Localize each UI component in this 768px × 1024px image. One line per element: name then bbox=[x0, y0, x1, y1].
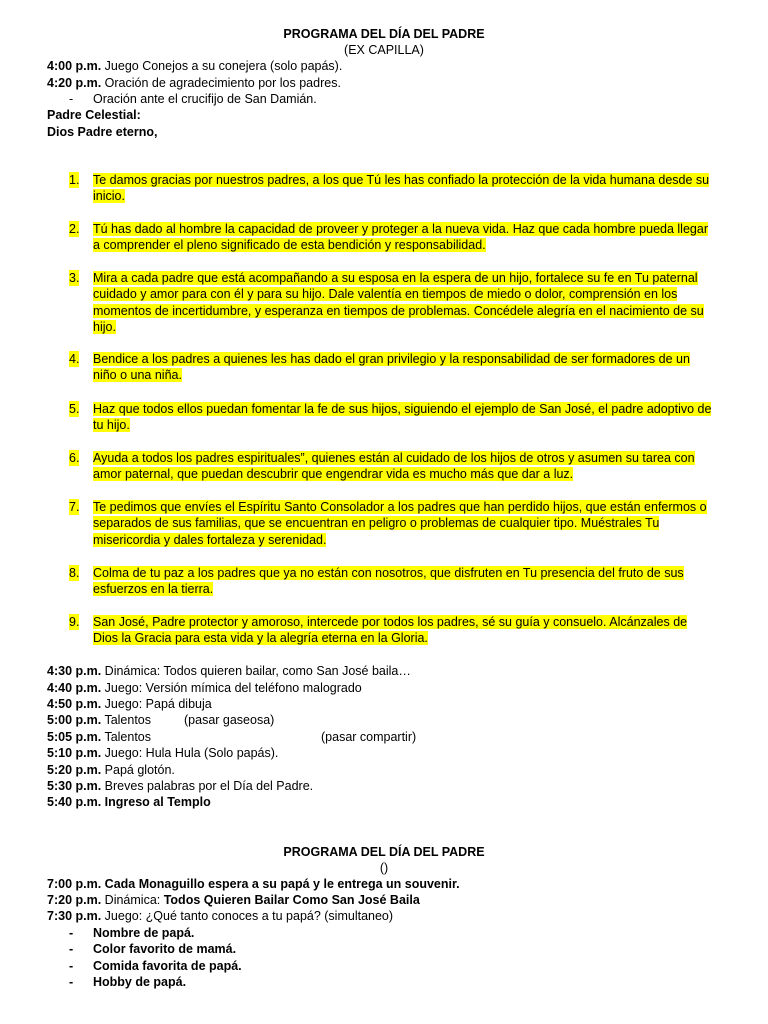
time-label: 4:20 p.m. bbox=[47, 76, 102, 90]
activity-text: Talentos bbox=[104, 730, 151, 744]
prayer-number: 2. bbox=[69, 222, 80, 236]
schedule-line bbox=[47, 696, 212, 712]
dash-item: - bbox=[69, 959, 74, 973]
activity-text: Talentos bbox=[104, 713, 151, 727]
prayer-heading: Dios Padre eterno, bbox=[47, 125, 158, 139]
schedule-line bbox=[47, 794, 211, 810]
schedule-line bbox=[47, 58, 342, 74]
prayer-number: 7. bbox=[69, 500, 80, 514]
activity-prefix: Dinámica: bbox=[104, 893, 164, 907]
prayer-number: 3. bbox=[69, 271, 80, 285]
section1-title: PROGRAMA DEL DÍA DEL PADRE bbox=[283, 27, 485, 41]
dash-item-text: Color favorito de mamá. bbox=[93, 942, 237, 956]
section1-subtitle: (EX CAPILLA) bbox=[344, 43, 424, 57]
schedule-line bbox=[47, 876, 460, 892]
activity-text: Juego: ¿Qué tanto conoces a tu papá? (simultaneo) bbox=[104, 909, 394, 923]
time-label: 5:10 p.m. bbox=[47, 746, 102, 760]
activity-text: Oración de agradecimiento por los padres. bbox=[104, 76, 341, 90]
time-label: 4:00 p.m. bbox=[47, 59, 102, 73]
prayer-number: 6. bbox=[69, 451, 80, 465]
prayer-number: 1. bbox=[69, 173, 80, 187]
dash-item-text: Oración ante el crucifijo de San Damián. bbox=[93, 92, 317, 106]
activity-text: Juego: Papá dibuja bbox=[104, 697, 212, 711]
dash-item: - bbox=[69, 975, 74, 989]
time-label: 4:30 p.m. bbox=[47, 664, 102, 678]
dash-item: - bbox=[69, 92, 74, 106]
schedule-line bbox=[47, 729, 151, 745]
activity-text: Ingreso al Templo bbox=[104, 795, 211, 809]
schedule-line bbox=[47, 75, 341, 91]
prayer-text: Colma de tu paz a los padres que ya no están con nosotros, que disfruten en Tu presencia del fruto de sus esfuerzos en la tierra. bbox=[93, 566, 684, 597]
prayer-text: Bendice a los padres a quienes les has dado el gran privilegio y la responsabilidad de ser formadores de un niño o una niña. bbox=[93, 352, 690, 383]
dash-item: - bbox=[69, 942, 74, 956]
prayer-text: Haz que todos ellos puedan fomentar la fe de sus hijos, siguiendo el ejemplo de San José, el padre adoptivo de tu hijo. bbox=[93, 402, 712, 433]
prayer-text: Mira a cada padre que está acompañando a su esposa en la espera de un hijo, fortalece su fe en Tu paternal cuidado y amor para con él y para su hijo. Dale valentía en tiempos de miedo o dolor, comprensión en los momentos de incertidumbre, y esperanza en tiempos de problemas. Concédele alegría en el nacimiento de su hijo. bbox=[93, 271, 704, 334]
time-label: 5:30 p.m. bbox=[47, 779, 102, 793]
time-label: 4:40 p.m. bbox=[47, 681, 102, 695]
schedule-line bbox=[47, 663, 411, 679]
prayer-number: 8. bbox=[69, 566, 80, 580]
activity-text: Juego: Hula Hula (Solo papás). bbox=[104, 746, 279, 760]
prayer-text: Te pedimos que envíes el Espíritu Santo Consolador a los padres que han perdido hijos, que están enfermos o separados de sus familias, que se encuentran en peligro o problemas de cualquier tipo. Muéstrales Tu misericordia y dales fortaleza y serenidad. bbox=[93, 500, 707, 547]
activity-note: (pasar compartir) bbox=[321, 730, 417, 744]
activity-text: Juego: Versión mímica del teléfono malogrado bbox=[104, 681, 362, 695]
time-label: 5:05 p.m. bbox=[47, 730, 102, 744]
time-label: 5:40 p.m. bbox=[47, 795, 102, 809]
schedule-line bbox=[47, 778, 313, 794]
prayer-number: 4. bbox=[69, 352, 80, 366]
activity-note: (pasar gaseosa) bbox=[184, 713, 275, 727]
prayer-number: 9. bbox=[69, 615, 80, 629]
time-label: 7:00 p.m. bbox=[47, 877, 102, 891]
activity-text: Todos Quieren Bailar Como San José Baila bbox=[163, 893, 420, 907]
section2-subtitle: () bbox=[379, 861, 389, 875]
prayer-number: 5. bbox=[69, 402, 80, 416]
dash-item-text: Hobby de papá. bbox=[93, 975, 187, 989]
activity-text: Cada Monaguillo espera a su papá y le entrega un souvenir. bbox=[104, 877, 460, 891]
schedule-line bbox=[47, 745, 278, 761]
prayer-text: Ayuda a todos los padres espirituales”, quienes están al cuidado de los hijos de otros y asumen su tarea con amor paternal, que puedan descubrir que engendrar vida es mucho más que dar a luz. bbox=[93, 451, 695, 482]
activity-text: Dinámica: Todos quieren bailar, como San José baila… bbox=[104, 664, 411, 678]
time-label: 7:20 p.m. bbox=[47, 893, 102, 907]
schedule-line bbox=[47, 712, 151, 728]
time-label: 5:20 p.m. bbox=[47, 763, 102, 777]
schedule-line bbox=[47, 908, 393, 924]
activity-text: Papá glotón. bbox=[104, 763, 175, 777]
dash-item: - bbox=[69, 926, 74, 940]
dash-item-text: Comida favorita de papá. bbox=[93, 959, 242, 973]
time-label: 7:30 p.m. bbox=[47, 909, 102, 923]
time-label: 4:50 p.m. bbox=[47, 697, 102, 711]
dash-item-text: Nombre de papá. bbox=[93, 926, 195, 940]
activity-text: Juego Conejos a su conejera (solo papás). bbox=[104, 59, 343, 73]
prayer-text: Te damos gracias por nuestros padres, a los que Tú les has confiado la protección de la vida humana desde su inicio. bbox=[93, 173, 710, 204]
prayer-text: San José, Padre protector y amoroso, intercede por todos los padres, sé su guía y consuelo. Alcánzales de Dios la Gracia para esta vida y la alegría eterna en la Gloria. bbox=[93, 615, 688, 646]
schedule-line bbox=[47, 680, 362, 696]
prayer-text: Tú has dado al hombre la capacidad de proveer y proteger a la nueva vida. Haz que cada hombre pueda llegar a comprender el pleno significado de esta bendición y responsabilidad. bbox=[93, 222, 708, 253]
prayer-heading: Padre Celestial: bbox=[47, 108, 141, 122]
section2-title: PROGRAMA DEL DÍA DEL PADRE bbox=[283, 845, 485, 859]
activity-text: Breves palabras por el Día del Padre. bbox=[104, 779, 314, 793]
time-label: 5:00 p.m. bbox=[47, 713, 102, 727]
schedule-line bbox=[47, 892, 420, 908]
schedule-line bbox=[47, 762, 175, 778]
